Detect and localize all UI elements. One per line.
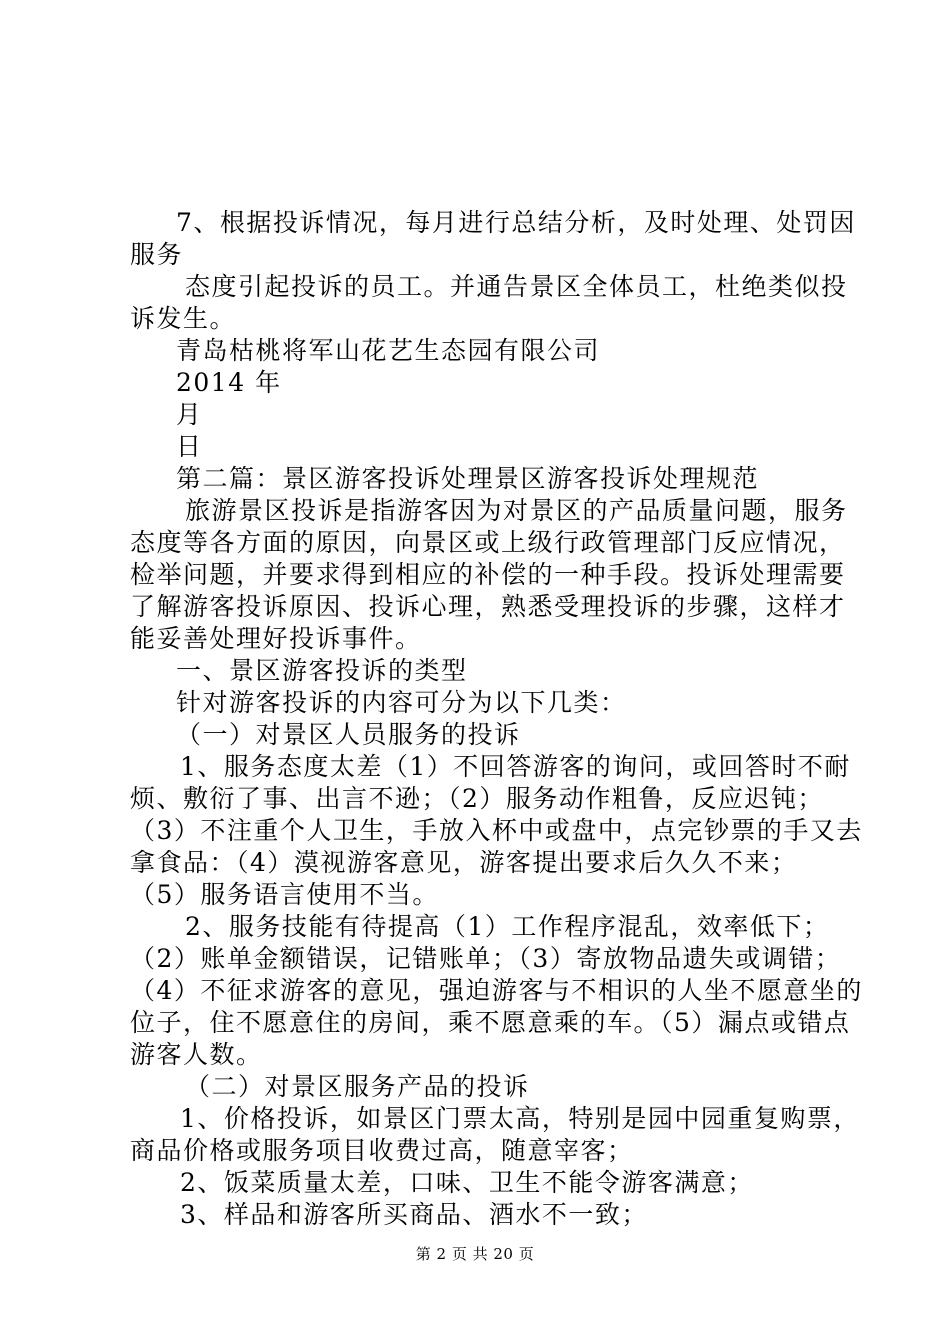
paragraph-line: 1、服务态度太差（1）不回答游客的询问，或回答时不耐 [180,752,851,781]
paragraph-line: （3）不注重个人卫生，手放入杯中或盘中，点完钞票的手又去 [130,816,863,845]
paragraph-line: 游客人数。 [130,1040,263,1069]
subsection-heading: 一、景区游客投诉的类型 [176,656,468,685]
paragraph-line: 针对游客投诉的内容可分为以下几类： [176,688,627,717]
date-year: 2014 年 [176,368,282,397]
section-heading: 第二篇：景区游客投诉处理景区游客投诉处理规范 [176,464,760,493]
paragraph-line: 旅游景区投诉是指游客因为对景区的产品质量问题，服务 [185,496,848,525]
paragraph-line: 2、服务技能有待提高（1）工作程序混乱，效率低下； [185,912,830,941]
date-month: 月 [176,400,203,429]
paragraph-line: 了解游客投诉原因、投诉心理，熟悉受理投诉的步骤，这样才 [130,592,846,621]
paragraph-line: 检举问题，并要求得到相应的补偿的一种手段。投诉处理需要 [130,560,846,589]
paragraph-line: 1、价格投诉，如景区门票太高，特别是园中园重复购票， [180,1104,860,1133]
paragraph-line: （5）服务语言使用不当。 [130,880,439,909]
paragraph-line: 态度等各方面的原因，向景区或上级行政管理部门反应情况， [130,528,846,557]
date-day: 日 [176,432,203,461]
paragraph-line: 位子，住不愿意住的房间，乘不愿意乘的车。（5）漏点或错点 [130,1008,851,1037]
paragraph-line: 拿食品：（4）漠视游客意见，游客提出要求后久久不来； [130,848,798,877]
paragraph-line: 商品价格或服务项目收费过高，随意宰客； [130,1136,634,1165]
category-heading: （二）对景区服务产品的投诉 [185,1072,530,1101]
paragraph-line: （2）账单金额错误，记错账单；（3）寄放物品遗失或调错； [130,944,842,973]
category-heading: （一）对景区人员服务的投诉 [176,720,521,749]
paragraph-line: 态度引起投诉的员工。并通告景区全体员工，杜绝类似投 [185,272,848,301]
paragraph-line: 3、样品和游客所买商品、酒水不一致； [180,1200,648,1229]
paragraph-line: （4）不征求游客的意见，强迫游客与不相识的人坐不愿意坐的 [130,976,863,1005]
paragraph-line: 烦、敷衍了事、出言不逊；（2）服务动作粗鲁，反应迟钝； [130,784,824,813]
paragraph-line: 7、根据投诉情况，每月进行总结分析，及时处理、处罚因 [176,208,856,237]
paragraph-line: 2、饭菜质量太差，口味、卫生不能令游客满意； [180,1168,754,1197]
page-number-footer: 第 2 页 共 20 页 [415,1245,535,1263]
company-name: 青岛枯桃将军山花艺生态园有限公司 [176,336,601,365]
paragraph-line: 能妥善处理好投诉事件。 [130,624,422,653]
paragraph-line: 服务 [130,240,184,269]
paragraph-line: 诉发生。 [130,304,237,333]
